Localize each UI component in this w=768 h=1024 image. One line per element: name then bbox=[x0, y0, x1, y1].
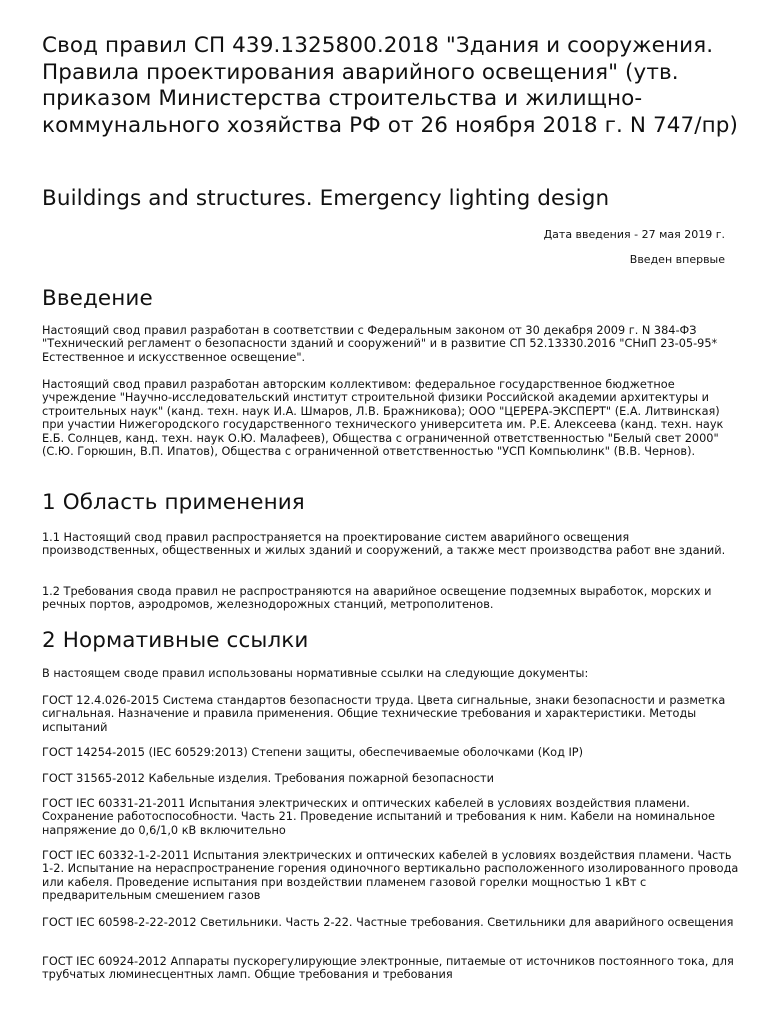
intro-paragraph: Настоящий свод правил разработан в соответствии с Федеральным законом от 30 декабря 2009 г. N 384-ФЗ "Технический регламент о безопасности зданий и сооружений" и в развитие СП 52.13330.2016 "СНиП 23-05-95* Естественное и искусственное освещение". bbox=[42, 324, 718, 364]
reference-item: ГОСТ IEC 60924-2012 Аппараты пускорегулирующие электронные, питаемые от источников постоянного тока, для трубчатых люминесцентных ламп. Общие требования и требования bbox=[42, 955, 734, 982]
refs-intro-paragraph: В настоящем своде правил использованы нормативные ссылки на следующие документы: bbox=[42, 667, 589, 680]
intro-date: Дата введения - 27 мая 2019 г. bbox=[543, 228, 725, 241]
section-heading-refs: 2 Нормативные ссылки bbox=[42, 628, 309, 653]
reference-item: ГОСТ IEC 60598-2-22-2012 Светильники. Часть 2-22. Частные требования. Светильники для аварийного освещения bbox=[42, 916, 734, 929]
scope-paragraph: 1.1 Настоящий свод правил распространяется на проектирование систем аварийного освещения производственных, общественных и жилых зданий и сооружений, а также мест производства работ вне зданий. bbox=[42, 531, 726, 558]
document-subtitle: Buildings and structures. Emergency lighting design bbox=[42, 186, 610, 211]
reference-item: ГОСТ IEC 60332-1-2-2011 Испытания электрических и оптических кабелей в условиях воздействия пламени. Часть 1-2. Испытание на нераспространение горения одиночного вертикально расположенного изолированного провода или кабеля. Проведение испытания при воздействии пламенем газовой горелки мощностью 1 кВт с предварительным смешением газов bbox=[42, 849, 739, 903]
document-title: Свод правил СП 439.1325800.2018 "Здания и сооружения. Правила проектирования аварийного освещения" (утв. приказом Министерства строительства и жилищно-коммунального хозяйства РФ от 26 ноября 2018 г. N 747/пр) bbox=[42, 33, 739, 138]
reference-item: ГОСТ 12.4.026-2015 Система стандартов безопасности труда. Цвета сигнальные, знаки безопасности и разметка сигнальная. Назначение и правила применения. Общие технические требования и характеристики. Методы испытаний bbox=[42, 694, 726, 734]
reference-item: ГОСТ 14254-2015 (IEC 60529:2013) Степени защиты, обеспечиваемые оболочками (Код IP) bbox=[42, 746, 584, 759]
first-introduced-note: Введен впервые bbox=[629, 253, 725, 266]
reference-item: ГОСТ IEC 60331-21-2011 Испытания электрических и оптических кабелей в условиях воздействия пламени. Сохранение работоспособности. Часть 21. Проведение испытаний и требования к ним. Кабели на номинальное напряжение до 0,6/1,0 кВ включительно bbox=[42, 797, 715, 837]
reference-item: ГОСТ 31565-2012 Кабельные изделия. Требования пожарной безопасности bbox=[42, 772, 494, 785]
scope-paragraph: 1.2 Требования свода правил не распространяются на аварийное освещение подземных выработок, морских и речных портов, аэродромов, железнодорожных станций, метрополитенов. bbox=[42, 585, 712, 612]
section-heading-scope: 1 Область применения bbox=[42, 490, 305, 515]
section-heading-intro: Введение bbox=[42, 286, 153, 311]
intro-paragraph: Настоящий свод правил разработан авторским коллективом: федеральное государственное бюджетное учреждение "Научно-исследовательский институт строительной физики Российской академии архитектуры и строительных наук" (канд. техн. наук И.А. Шмаров, Л.В. Бражникова); ООО "ЦЕРЕРА-ЭКСПЕРТ" (Е.А. Литвинская) при участии Нижегородского государственного технического университета им. Р.Е. Алексеева (канд. техн. наук Е.Б. Солнцев, канд. техн. наук О.Ю. Малафеев), Общества с ограниченной ответственностью "Белый свет 2000" (С.Ю. Горюшин, В.П. Ипатов), Общества с ограниченной ответственностью "УСП Компьюлинк" (В.В. Чернов). bbox=[42, 378, 724, 459]
